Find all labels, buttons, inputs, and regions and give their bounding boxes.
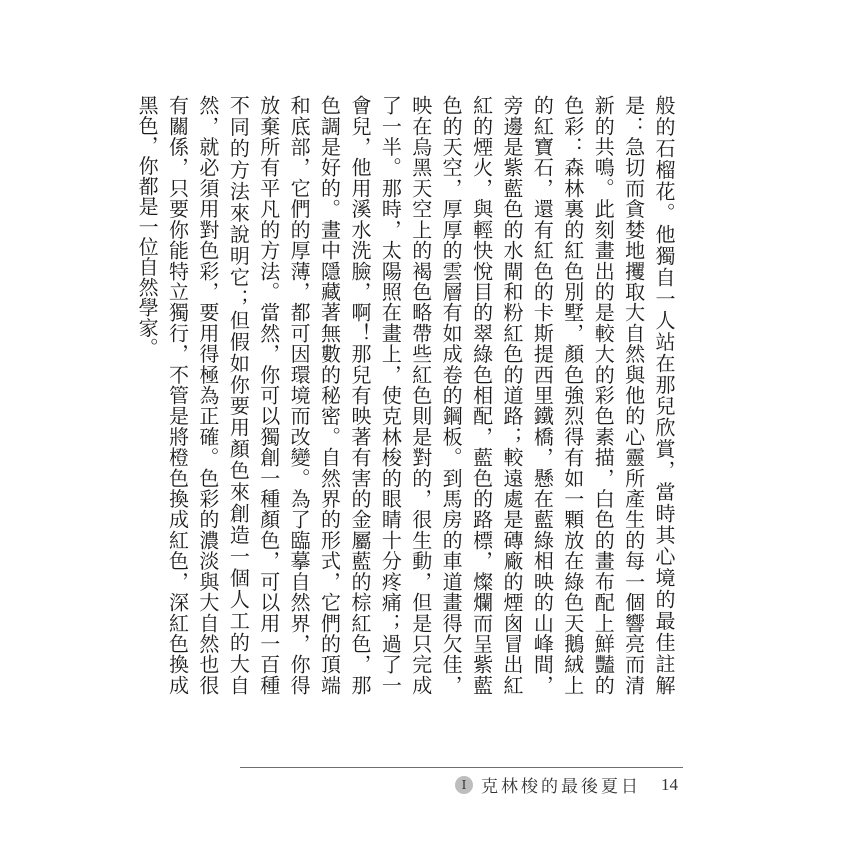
page-number: 14 [661, 774, 678, 794]
chapter-title: 克林梭的最後夏日 [481, 777, 641, 797]
chapter-number-badge: I [455, 776, 473, 794]
body-paragraph: 般的石榴花。他獨自一人站在那兒欣賞，當時其心境的最佳註解是：急切而貪婪地攫取大自然與他的心靈所產生的每一個響亮而清新的共鳴。此刻畫出的是較大的彩色素描，白色的畫布配上鮮豔的色彩：森林裏的紅色別墅，顏色強烈得有如一顆放在綠色天鵝絨上的紅寶石，還有紅色的卡斯提西里鐵橋，懸在藍綠相映的山峰間，旁邊是紫藍色的水閘和粉紅色的道路；較遠處是磚廠的煙囪冒出紅紅的煙火，與輕快悅目的翠綠色相配，藍色的路標，燦爛而呈紫藍色的天空，厚厚的雲層有如成卷的鋼板。到馬房的車道畫得欠佳，映在烏黑天空上的褐色略帶些紅色則是對的，很生動，但是只完成了一半。那時，太陽照在畫上，使克林梭的眼睛十分疼痛；過了一會兒，他用溪水洗臉，啊！那兒有映著有害的金屬藍的棕紅色，那色調是好的。畫中隱藏著無數的秘密。自然界的形式，它們的頂端和底部，它們的厚薄，都可因環境而改變。為了臨摹自然界，你得放棄所有平凡的方法。當然，你可以獨創一種顏色，可以用一百種不同的方法來說明它；但假如你要用顏色來創造一個人工的大自然，就必須用對色彩，要用得極為正確。色彩的濃淡與大自然也很有關係，只要你能特立獨行，不管是將橙色換成紅色，深紅色換成黑色，你都是一位自然學家。 [135, 95, 676, 695]
footer-divider [240, 767, 683, 768]
running-footer [455, 772, 678, 797]
body-text-block [132, 95, 679, 695]
